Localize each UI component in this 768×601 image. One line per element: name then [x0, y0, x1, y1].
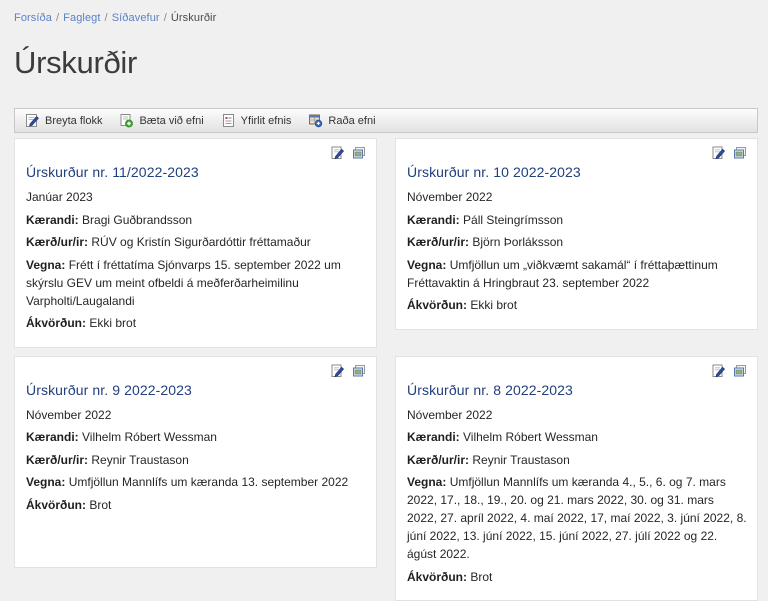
card-date: Nóvember 2022	[407, 406, 747, 424]
card-body	[407, 406, 747, 586]
copy-icon[interactable]	[352, 364, 366, 379]
toolbar	[14, 108, 758, 133]
edit-icon[interactable]	[331, 146, 345, 161]
card-field	[26, 211, 366, 229]
field-value: Ekki brot	[89, 316, 136, 330]
edit-category-button[interactable]	[19, 110, 113, 131]
card-field	[26, 428, 366, 446]
breadcrumb-link-sidavefur[interactable]: Síðavefur	[112, 12, 160, 24]
card-field	[407, 568, 747, 586]
card-field	[407, 296, 747, 314]
ruling-card	[14, 356, 377, 568]
content-overview-button[interactable]	[215, 110, 303, 131]
field-label: Ákvörðun:	[26, 316, 86, 330]
card-title-link[interactable]: Úrskurður nr. 9 2022-2023	[26, 382, 192, 398]
card-title-link[interactable]: Úrskurður nr. 11/2022-2023	[26, 164, 199, 180]
field-value: Ekki brot	[470, 298, 517, 312]
field-value: Bragi Guðbrandsson	[82, 213, 192, 227]
field-label: Vegna:	[407, 475, 446, 489]
breadcrumb-link-forsida[interactable]: Forsíða	[14, 12, 52, 24]
card-title-link[interactable]: Úrskurður nr. 10 2022-2023	[407, 164, 581, 180]
ruling-card	[395, 356, 758, 601]
card-field	[26, 451, 366, 469]
page-title: Úrskurðir	[14, 45, 758, 81]
field-value: Umfjöllun um „viðkvæmt sakamál“ í fréttaþættinum Fréttavaktin á Hringbraut 23. september 2022	[407, 258, 718, 290]
field-label: Vegna:	[407, 258, 446, 272]
card-field	[26, 314, 366, 332]
field-value: Umfjöllun Mannlífs um kæranda 13. september 2022	[69, 475, 348, 489]
field-label: Vegna:	[26, 258, 65, 272]
field-label: Kærandi:	[407, 213, 460, 227]
card-grid	[14, 138, 758, 601]
copy-icon[interactable]	[733, 364, 747, 379]
card-actions	[407, 146, 747, 161]
card-date: Nóvember 2022	[407, 188, 747, 206]
field-label: Kærð/ur/ir:	[407, 453, 469, 467]
field-value: Reynir Traustason	[472, 453, 569, 467]
card-actions	[26, 364, 366, 379]
breadcrumb-separator: /	[164, 12, 167, 24]
card-field	[407, 233, 747, 251]
breadcrumb	[14, 12, 758, 24]
toolbar-button-label: Bæta við efni	[139, 115, 203, 127]
field-value: Reynir Traustason	[91, 453, 188, 467]
card-field	[26, 496, 366, 514]
toolbar-button-label: Breyta flokk	[45, 115, 102, 127]
card-body	[26, 188, 366, 332]
breadcrumb-link-faglegt[interactable]: Faglegt	[63, 12, 100, 24]
field-value: Björn Þorláksson	[472, 235, 563, 249]
field-value: Brot	[470, 570, 492, 584]
card-field	[407, 211, 747, 229]
field-label: Kærandi:	[407, 430, 460, 444]
breadcrumb-separator: /	[105, 12, 108, 24]
field-label: Kærð/ur/ir:	[407, 235, 469, 249]
ruling-card	[14, 138, 377, 348]
card-date: Janúar 2023	[26, 188, 366, 206]
field-value: Vilhelm Róbert Wessman	[463, 430, 598, 444]
field-label: Ákvörðun:	[407, 298, 467, 312]
copy-icon[interactable]	[352, 146, 366, 161]
card-body	[26, 406, 366, 514]
sort-content-icon	[308, 113, 323, 128]
field-value: Páll Steingrímsson	[463, 213, 563, 227]
field-label: Kærandi:	[26, 213, 79, 227]
edit-icon[interactable]	[331, 364, 345, 379]
field-value: Brot	[89, 498, 111, 512]
card-actions	[26, 146, 366, 161]
card-actions	[407, 364, 747, 379]
card-date: Nóvember 2022	[26, 406, 366, 424]
toolbar-button-label: Raða efni	[328, 115, 375, 127]
field-label: Kærð/ur/ir:	[26, 453, 88, 467]
breadcrumb-current: Úrskurðir	[171, 12, 217, 24]
copy-icon[interactable]	[733, 146, 747, 161]
card-body	[407, 188, 747, 314]
add-content-icon	[119, 113, 134, 128]
card-field	[26, 233, 366, 251]
field-value: Frétt í fréttatíma Sjónvarps 15. september 2022 um skýrslu GEV um meint ofbeldi á meðferðarheimilinu Varpholti/Laugalandi	[26, 258, 341, 308]
add-content-button[interactable]	[113, 110, 214, 131]
breadcrumb-separator: /	[56, 12, 59, 24]
card-field	[407, 451, 747, 469]
edit-icon[interactable]	[712, 364, 726, 379]
edit-page-icon	[25, 113, 40, 128]
field-label: Ákvörðun:	[407, 570, 467, 584]
field-label: Kærandi:	[26, 430, 79, 444]
card-field	[26, 256, 366, 310]
card-field	[407, 428, 747, 446]
field-label: Kærð/ur/ir:	[26, 235, 88, 249]
field-label: Vegna:	[26, 475, 65, 489]
field-label: Ákvörðun:	[26, 498, 86, 512]
card-title-link[interactable]: Úrskurður nr. 8 2022-2023	[407, 382, 573, 398]
field-value: Vilhelm Róbert Wessman	[82, 430, 217, 444]
card-field	[26, 473, 366, 491]
card-field	[407, 256, 747, 292]
field-value: RÚV og Kristín Sigurðardóttir fréttamaður	[91, 235, 310, 249]
field-value: Umfjöllun Mannlífs um kæranda 4., 5., 6. og 7. mars 2022, 17., 18., 19., 20. og 21. mars 2022, 30. og 31. mars 2022, 27. apríl 2022, 4. maí 2022, 17, maí 2022, 3. júní 2022, 8. júní 2022, 13. júní 2022, 15. júní 2022, 27. júlí 2022 og 22. ágúst 2022.	[407, 475, 747, 561]
ruling-card	[395, 138, 758, 330]
card-field	[407, 473, 747, 563]
sort-content-button[interactable]	[302, 110, 386, 131]
content-overview-icon	[221, 113, 236, 128]
toolbar-button-label: Yfirlit efnis	[241, 115, 292, 127]
edit-icon[interactable]	[712, 146, 726, 161]
